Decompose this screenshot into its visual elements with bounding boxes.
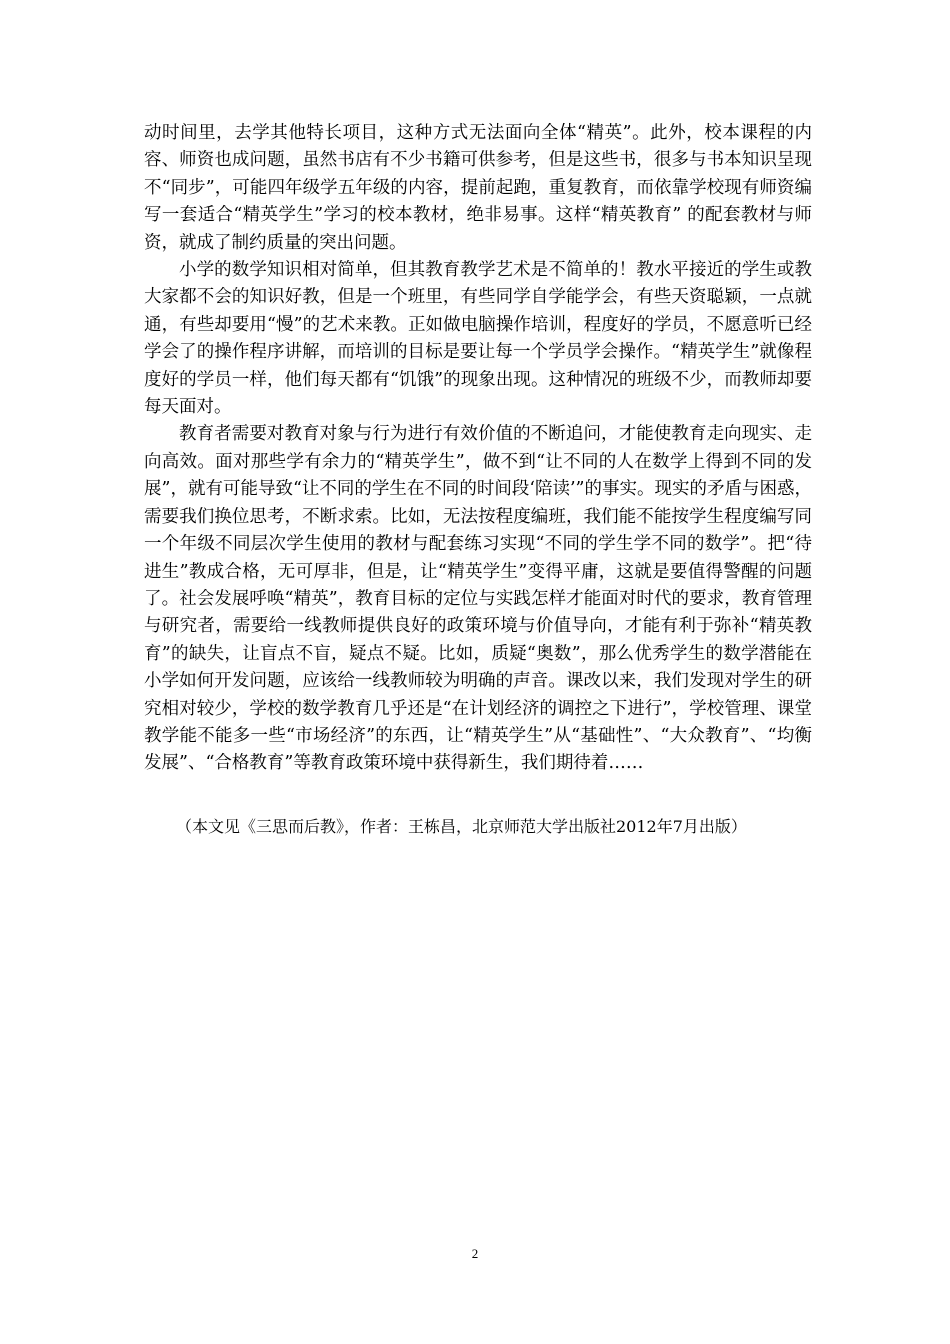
paragraph-teaching-art: 小学的数学知识相对简单，但其教育教学艺术是不简单的！教水平接近的学生或教大家都不会的知识好教，但是一个班里，有些同学自学能学会，有些天资聪颖，一点就通，有些却要用“慢”的艺术来教。正如做电脑操作培训，程度好的学员，不愿意听已经学会了的操作程序讲解，而培训的目标是要让每一个学员学会操作。“精英学生”就像程度好的学员一样，他们每天都有“饥饿”的现象出现。这种情况的班级不少，而教师却要每天面对。 xyxy=(144,260,812,418)
page-number: 2 xyxy=(471,1246,479,1261)
paragraph-educator-reflection: 教育者需要对教育对象与行为进行有效价值的不断追问，才能使教育走向现实、走向高效。面对那些学有余力的“精英学生”，做不到“让不同的人在数学上得到不同的发展”，就有可能导致“让不同的学生在不同的时间段‘陪读’”的事实。现实的矛盾与困惑，需要我们换位思考，不断求索。比如，无法按程度编班，我们能不能按学生程度编写同一个年级不同层次学生使用的教材与配套练习实现“不同的学生学不同的数学”。把“待进生”教成合格，无可厚非，但是，让“精英学生”变得平庸，这就是要值得警醒的问题了。社会发展呼唤“精英”，教育目标的定位与实践怎样才能面对时代的要求，教育管理与研究者，需要给一线教师提供良好的政策环境与价值导向，才能有利于弥补“精英教育”的缺失，让盲点不盲，疑点不疑。比如，质疑“奥数”，那么优秀学生的数学潜能在小学如何开发问题，应该给一线教师较为明确的声音。课改以来，我们发现对学生的研究相对较少，学校的数学教育几乎还是“在计划经济的调控之下进行”，学校管理、课堂教学能不能多一些“市场经济”的东西，让“精英学生”从“基础性”、“大众教育”、“均衡发展”、“合格教育”等教育政策环境中获得新生，我们期待着…… xyxy=(144,424,812,774)
article-body xyxy=(144,120,812,778)
paragraph-continuation: 动时间里，去学其他特长项目，这种方式无法面向全体“精英”。此外，校本课程的内容、师资也成问题，虽然书店有不少书籍可供参考，但是这些书，很多与书本知识呈现不“同步”，可能四年级学五年级的内容，提前起跑，重复教育，而依靠学校现有师资编写一套适合“精英学生”学习的校本教材，绝非易事。这样“精英教育” 的配套教材与师资，就成了制约质量的突出问题。 xyxy=(144,123,812,253)
source-citation: （本文见《三思而后教》，作者：王栋昌，北京师范大学出版社2012年7月出版） xyxy=(176,817,747,836)
